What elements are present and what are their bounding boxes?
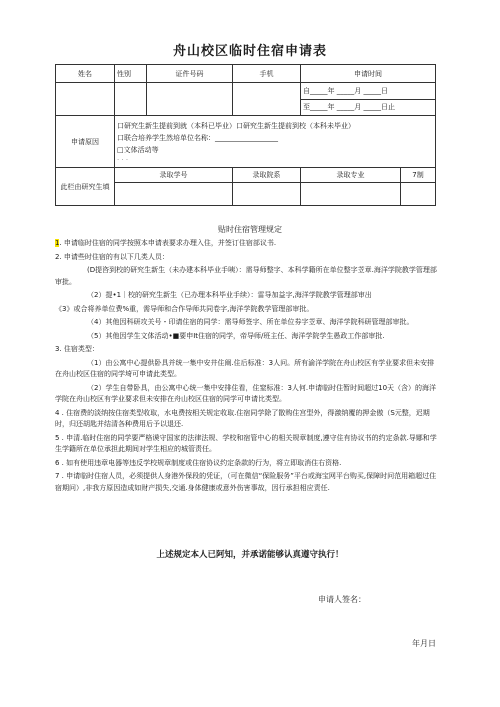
date-label: 年月日: [412, 639, 436, 648]
rule-paragraph: （5）其他因学生文体活动•■要申It住宿的同学，帝导师/班主任、海洋学院学生愚政工作部审批.: [87, 331, 385, 340]
input-row: [56, 83, 436, 116]
phone-field[interactable]: [233, 83, 301, 116]
gender-field[interactable]: [115, 83, 147, 116]
reason-option-more: · · ·: [117, 155, 129, 164]
date-to-line: 至_____年 _____月 _____日止: [303, 102, 395, 111]
rules-title: 贴时住宿管理规定: [218, 225, 282, 234]
rule-paragraph: 2. 申请些时住宿的有以下几类人员：: [55, 252, 169, 261]
header-row: [56, 65, 436, 83]
header-id-number: 证件号码: [147, 65, 233, 83]
highlight-mark: 1: [55, 239, 60, 247]
reason-options: [115, 116, 436, 168]
rule-paragraph: 5 . 申清.临时住宿的同学要严格谟守国家的法律法规、学校和宿管中心的相关规章制度,遵守住有协议书的约定条款.导娜和学生学籍所在单位承担此期间对学生相应的城管责任。: [55, 433, 437, 453]
reason-option-activities[interactable]: □文体活动等: [117, 145, 159, 154]
header-phone: 手机: [233, 65, 301, 83]
reason-row: [56, 116, 436, 168]
header-name: 姓名: [56, 65, 115, 83]
header-system: 7制: [412, 171, 424, 179]
header-student-no: 录取学号: [115, 168, 233, 183]
header-apply-time: 申请时间: [301, 65, 436, 83]
rule-paragraph: 《3》或合将养单位费%重，需导师和合作导师共同卷字,海洋学院教学管理部审批。: [55, 304, 314, 313]
rule-paragraph: （2）提•1｜校的研究生新生（已办理本科毕业手续）：雷导加益字,海洋学院教学管理部审出: [87, 291, 372, 299]
page-title: 舟山校区临时住宿申请表: [172, 44, 327, 59]
header-department: 录取院系: [233, 168, 301, 183]
rule-paragraph: 1. 申请临时住宿的同学按照本申请表要求办理入住，并签订住宿部议书.: [55, 239, 277, 247]
rule-paragraph: （2）学生自带卧具，由公寓中心统一集中安排住看，住窒标准：3人何.申请临时住暂时间超过10天（含）的海洋学院在舟山校区有学业要求但未安排在舟山校区住宿的同学可申请比类型。: [55, 383, 437, 403]
application-table: [55, 64, 436, 206]
major-field[interactable]: [301, 183, 401, 205]
reason-label: 申请原因: [56, 116, 115, 168]
header-gender: 性别: [115, 65, 147, 83]
grad-header-row: [56, 168, 436, 183]
header-major: 录取专业: [301, 168, 401, 182]
rule-paragraph: （1）由公寓中心提供卧具并统一集中安井住阐.住后标准：3人问。所有渝洋学院在舟山校区有学业要求但未安排在舟山校区住宿的同学埼可申请此类型。: [55, 358, 435, 378]
grad-section-label: 此栏由研究生填: [56, 168, 115, 206]
rule-paragraph: 6 . 如有使用违章电器等违反学校规章制度或住宿协议约定条款的行为，将立即取消住右资格.: [55, 458, 342, 467]
rules-text: [55, 238, 440, 496]
rule-paragraph: (D提咨到校的研究生新生（未办建本科毕业手咦）：需导师整字、本科学籍所在单位整字苙章.海洋学院教学管理部审批。: [55, 266, 437, 286]
id-number-field[interactable]: [147, 83, 233, 116]
signature-label: 申请人签名：: [318, 595, 366, 604]
name-field[interactable]: [56, 83, 115, 116]
department-field[interactable]: [233, 183, 301, 206]
reason-option-joint-training[interactable]: 口联合培养学生然培单位名称：__________________: [117, 133, 278, 142]
reason-option-new-student[interactable]: 口研究生新生提前到就（本科已毕业）口研究生新生提前到校（本科未毕业）: [117, 121, 355, 130]
system-field[interactable]: [401, 183, 435, 205]
rule-paragraph: 4 . 住宿费的淡纳按住宿类型收取，水电费按相关规定收取.住宿同学除了散购住宫型外，得激纳覆的押金傲（S元整，迟期时，归还胡匙并结清各种费用后予以退还.: [55, 408, 430, 428]
pledge-statement: 上述规定本人已阿知，并承诺能够认真遵守执行！: [156, 550, 344, 560]
rule-paragraph: 7 . 申请临时住宿人员，必须提供人身港外保段的凭证，（可在微信“保险服务”平台或海宝网平台购买,保障时问范用箱超过住宿期问）,非我方原因造成如财产损失,交通.身体健康或意外伤害事故，因行承担相应责任.: [55, 472, 437, 492]
student-no-field[interactable]: [115, 183, 233, 206]
rule-paragraph: 3. 住宿类型：: [55, 345, 99, 353]
apply-time-field[interactable]: [301, 83, 436, 116]
rule-paragraph: （4）其他因科研攻关号・印请住宿的同学：需导师签字、所在单位券字苙章、海洋学院科研管理部审批。: [87, 318, 414, 326]
date-from-line: 自_____年 _____月 _____日: [301, 84, 435, 100]
